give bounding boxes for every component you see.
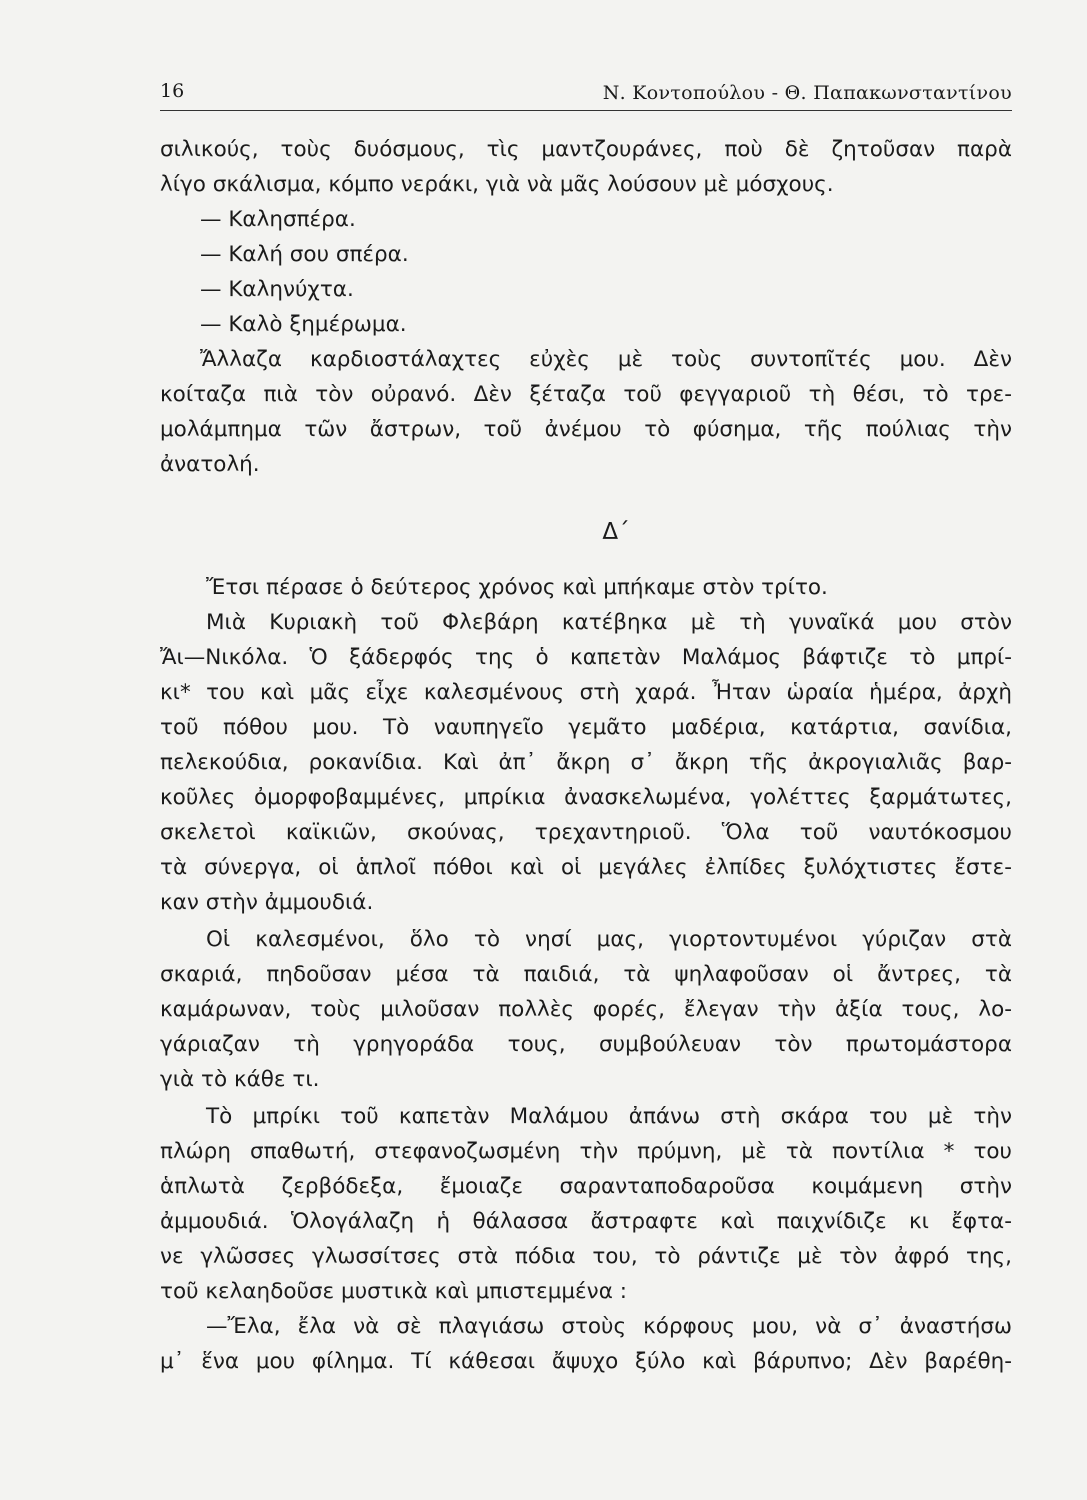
text-line: πελεκούδια, ροκανίδια. Καὶ ἀπ᾽ ἄκρη σ᾽ ἄκρη τῆς ἀκρογιαλιᾶς βαρ-: [160, 750, 1012, 775]
text-line: Τὸ μπρίκι τοῦ καπετὰν Μαλάμου ἀπάνω στὴ σκάρα του μὲ τὴν: [206, 1104, 1012, 1129]
text-line: κι* του καὶ μᾶς εἶχε καλεσμένους στὴ χαρά. Ἦταν ὡραία ἡμέρα, ἀρχὴ: [160, 680, 1012, 705]
text-line: λίγο σκάλισμα, κόμπο νεράκι, γιὰ νὰ μᾶς λούσουν μὲ μόσχους.: [160, 172, 834, 197]
text-line: τὰ σύνεργα, οἱ ἁπλοῖ πόθοι καὶ οἱ μεγάλες ἐλπίδες ξυλόχτιστες ἔστε-: [160, 855, 1012, 880]
text-line: σκελετοὶ καϊκιῶν, σκούνας, τρεχαντηριοῦ. Ὅλα τοῦ ναυτόκοσμου: [160, 820, 1012, 845]
text-line: μολάμπημα τῶν ἄστρων, τοῦ ἀνέμου τὸ φύσημα, τῆς πούλιας τὴν: [160, 417, 1012, 442]
dialogue-line: — Καλησπέρα.: [200, 207, 356, 232]
text-line: κοῦλες ὀμορφοβαμμένες, μπρίκια ἀνασκελωμένα, γολέττες ξαρμάτωτες,: [160, 785, 1012, 810]
text-line: Ἄι—Νικόλα. Ὁ ξάδερφός της ὁ καπετὰν Μαλάμος βάφτιζε τὸ μπρί-: [160, 645, 1012, 670]
text-line: μ᾽ ἕνα μου φίλημα. Τί κάθεσαι ἄψυχο ξύλο καὶ βάρυπνο; Δὲν βαρέθη-: [160, 1349, 1012, 1374]
text-line: τοῦ κελαηδοῦσε μυστικὰ καὶ μπιστεμμένα :: [160, 1279, 627, 1304]
text-line: κοίταζα πιὰ τὸν οὐρανό. Δὲν ξέταζα τοῦ φεγγαριοῦ τὴ θέσι, τὸ τρε-: [160, 382, 1012, 407]
section-heading: Δ΄: [602, 519, 630, 545]
dialogue-line: — Καληνύχτα.: [200, 277, 354, 302]
dialogue-line: — Καλή σου σπέρα.: [200, 242, 409, 267]
dialogue-line: —Ἔλα, ἔλα νὰ σὲ πλαγιάσω στοὺς κόρφους μου, νὰ σ᾽ ἀναστήσω: [206, 1314, 1012, 1339]
text-line: Οἱ καλεσμένοι, ὅλο τὸ νησί μας, γιορτοντυμένοι γύριζαν στὰ: [206, 927, 1012, 952]
text-line: Μιὰ Κυριακὴ τοῦ Φλεβάρη κατέβηκα μὲ τὴ γυναῖκά μου στὸν: [206, 610, 1012, 635]
text-line: σκαριά, πηδοῦσαν μέσα τὰ παιδιά, τὰ ψηλαφοῦσαν οἱ ἄντρες, τὰ: [160, 962, 1012, 987]
text-line: Ἔτσι πέρασε ὁ δεύτερος χρόνος καὶ μπήκαμε στὸν τρίτο.: [206, 575, 828, 600]
text-line: καν στὴν ἀμμουδιά.: [160, 890, 374, 915]
dialogue-line: — Καλὸ ξημέρωμα.: [200, 312, 407, 337]
text-line: γάριαζαν τὴ γρηγοράδα τους, συμβούλευαν τὸν πρωτομάστορα: [160, 1032, 1012, 1057]
text-line: καμάρωναν, τοὺς μιλοῦσαν πολλὲς φορές, ἔλεγαν τὴν ἀξία τους, λο-: [160, 997, 1012, 1022]
text-line: ἀμμουδιά. Ὁλογάλαζη ἡ θάλασσα ἄστραφτε καὶ παιχνίδιζε κι ἔφτα-: [160, 1209, 1012, 1234]
text-line: τοῦ πόθου μου. Τὸ ναυπηγεῖο γεμᾶτο μαδέρια, κατάρτια, σανίδια,: [160, 715, 1012, 740]
text-line: ἁπλωτὰ ζερβόδεξα, ἔμοιαζε σαρανταποδαροῦσα κοιμάμενη στὴν: [160, 1174, 1012, 1199]
text-line: Ἄλλαζα καρδιοστάλαχτες εὐχὲς μὲ τοὺς συντοπῖτές μου. Δὲν: [200, 347, 1012, 372]
body-text: [160, 132, 1012, 1379]
text-line: σιλικούς, τοὺς δυόσμους, τὶς μαντζουράνες, ποὺ δὲ ζητοῦσαν παρὰ: [160, 137, 1012, 162]
page-number: 16: [160, 80, 185, 102]
text-line: νε γλῶσσες γλωσσίτσες στὰ πόδια του, τὸ ράντιζε μὲ τὸν ἀφρό της,: [160, 1244, 1012, 1269]
text-line: πλώρη σπαθωτή, στεφανοζωσμένη τὴν πρύμνη, μὲ τὰ ποντίλια * του: [160, 1139, 1012, 1164]
text-line: ἀνατολή.: [160, 452, 260, 477]
running-head: Ν. Κοντοπούλου - Θ. Παπακωνσταντίνου: [602, 82, 1012, 104]
page-header: [160, 76, 1012, 111]
text-line: γιὰ τὸ κάθε τι.: [160, 1067, 320, 1092]
